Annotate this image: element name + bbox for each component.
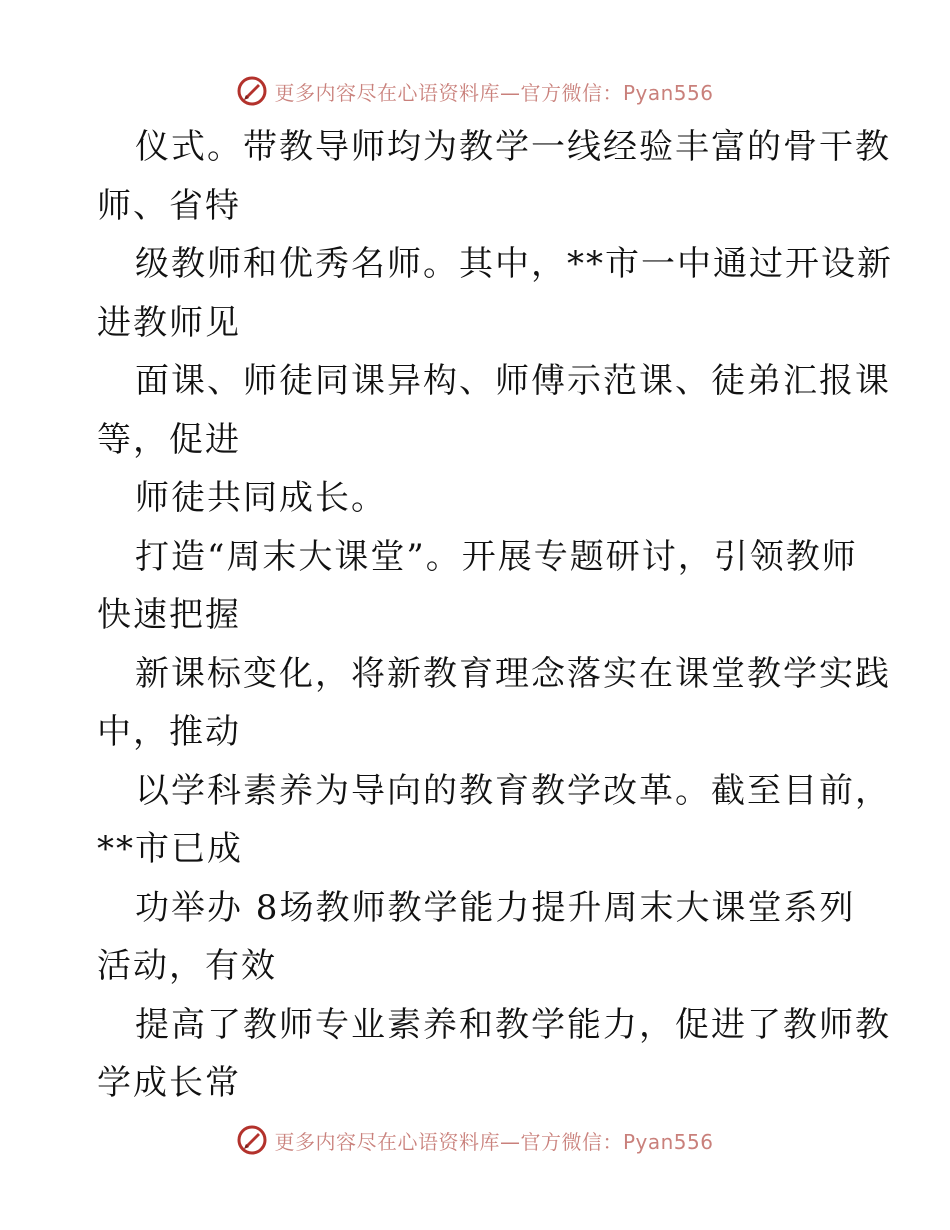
text-line: 新课标变化，将新教育理念落实在课堂教学实践 <box>135 653 891 694</box>
quill-seal-icon <box>236 1124 268 1156</box>
text-line: 面课、师徒同课异构、师傅示范课、徒弟汇报课 <box>135 361 891 401</box>
footer-banner-text: 更多内容尽在心语资料库—官方微信：Pyan556 <box>274 1129 714 1154</box>
footer-banner <box>0 1120 950 1160</box>
text-line: 等，促进 <box>97 419 241 460</box>
text-line: 以学科素养为导向的教育教学改革。截至目前， <box>135 770 891 811</box>
text-line: 提高了教师专业素养和教学能力，促进了教师教 <box>135 1004 891 1045</box>
text-line: 活动，有效 <box>97 946 277 986</box>
text-line: 打造“周末大课堂”。开展专题研讨，引领教师 <box>135 536 858 577</box>
text-line: 学成长常 <box>97 1063 241 1103</box>
text-line: 中，推动 <box>97 712 241 752</box>
text-line: 仪式。带教导师均为教学一线经验丰富的骨干教 <box>135 127 891 167</box>
text-line: 师徒共同成长。 <box>135 478 387 518</box>
text-line: 进教师见 <box>97 302 241 343</box>
header-banner-text: 更多内容尽在心语资料库—官方微信：Pyan556 <box>274 80 714 105</box>
text-line: 师、省特 <box>97 185 241 226</box>
document-body <box>97 118 893 1113</box>
text-line: **市已成 <box>97 829 243 869</box>
text-line: 功举办 8场教师教学能力提升周末大课堂系列 <box>135 887 856 928</box>
header-banner <box>0 71 950 111</box>
text-line: 快速把握 <box>97 595 241 635</box>
quill-seal-icon <box>236 75 268 107</box>
text-line: 级教师和优秀名师。其中，**市一中通过开设新 <box>135 244 893 284</box>
